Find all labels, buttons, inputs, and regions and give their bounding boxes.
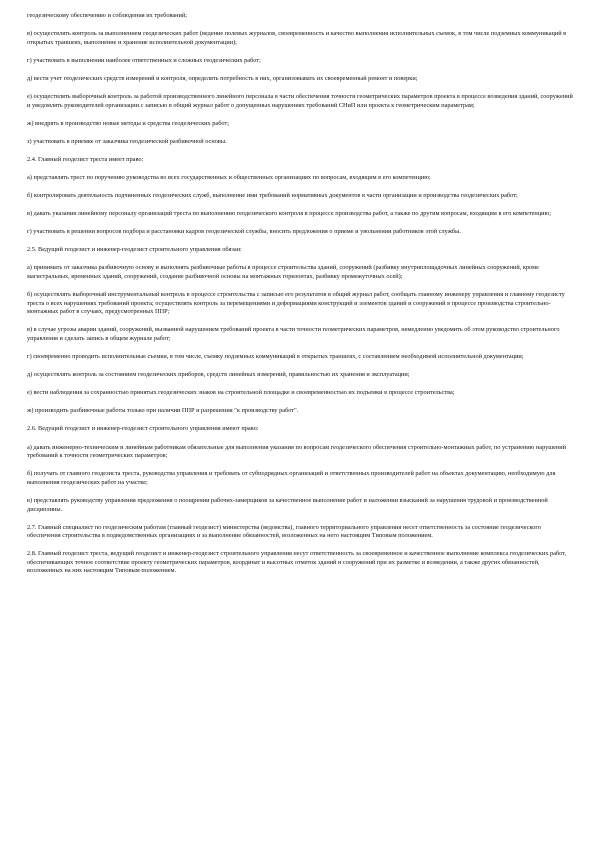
paragraph-item-e: е) осуществлять выборочный контроль за работой производственного линейного персонала в части обеспечения точности геометрических параметров проекта в процессе возведения зданий, сооружений и уведомлять руководителей организации с записью в общий журнал работ о допущенных нарушениях требований СНиП или проекта к геометрическим параметрам; [27,92,573,109]
paragraph-item-b: б) получать от главного геодезиста треста, руководства управления и требовать от субподрядных организаций и ответственных производителей работ на объектах документацию, необходимую для выполнения геодезических работ на участке; [27,470,556,486]
paragraph-item-v: в) представлять руководству управления предложения о поощрении рабочих-замерщиков за качественное выполнение работ и наложении взысканий за нарушения трудовой и производственной дисциплины. [27,496,548,513]
paragraph-item-g: г) участвовать в выполнении наиболее ответственных и сложных геодезических работ; [27,56,261,64]
paragraph-item-z: з) участвовать в приемке от заказчика геодезической разбивочной основы. [27,137,227,145]
paragraph-item-b: б) контролировать деятельность подчиненных геодезических служб, выполнение ими требований нормативных документов в части организации и производства геодезических работ; [27,192,518,200]
paragraph-item-a: а) принимать от заказчика разбивочную основу и выполнять разбивочные работы в процессе строительства зданий, сооружений (разбивку внутриплощадочных линейных сооружений, кроме магистральных, временных зданий, сооружений, создание разбивочной основы на монтажных горизонтах, разбивку промежуточных осей); [27,264,539,280]
section-2-7: 2.7. Главный специалист по геодезическим работам (главный геодезист) министерства (ведомства), главного территориального управления несет ответственность за состояние геодезического обеспечения строительства в подведомственных организациях и за выполнение обязанностей, возложенных на него настоящим Типовым положением. [27,523,541,540]
paragraph-item-e: е) вести наблюдения за сохранностью принятых геодезических знаков на строительной площадке и своевременностью их подъемки в процессе строительства; [27,389,455,397]
paragraph-item-a: а) давать инженерно-техническим и линейным работникам обязательные для выполнения указания по вопросам геодезического обеспечения строительно-монтажных работ, по устранению нарушений требований к точности геометрических параметров; [27,443,567,460]
paragraph-item-zh: ж) производить разбивочные работы только при наличии ППР и разрешения "к производству работ". [27,407,299,415]
paragraph-item-g: г) своевременно проводить исполнительные съемки, в том числе, съемку подземных коммуникаций в открытых траншеях, с составлением необходимой исполнительной документации; [27,353,524,361]
paragraph-item-v: в) в случае угрозы аварии зданий, сооружений, вызванной нарушением требований проекта в части точности геометрических параметров, немедленно уведомить об этом руководство строительного управления и сделать запись в общем журнале работ; [27,326,560,342]
paragraph-item-b: б) осуществлять выборочный инструментальный контроль в процессе строительства с записью его результатов в общий журнал работ, сообщать главному инженеру управления и главному геодезисту треста о всех нарушениях требований проекта; осуществлять контроль за перемещениями и деформациями конструкций и элементов зданий и сооружений в процессе производства строительно-монтажных работ в случаях, предусмотренных ППР; [27,291,565,316]
paragraph-item-d: д) вести учет геодезических средств измерений и контроля, определять потребность в них, организовывать их своевременный ремонт и поверки; [27,74,418,82]
section-2-8: 2.8. Главный геодезист треста, ведущий геодезист и инженер-геодезист строительного управления несут ответственность за своевременное и качественное выполнение комплекса геодезических работ, обеспечивающих точное соответствие проекту геометрических параметров, координат и высотных отметок зданий и сооружений при их разметке и возведении, а также других обязанностей, возложенных на них настоящим Типовым положением. [27,550,567,575]
paragraph-item-d: д) осуществлять контроль за состоянием геодезических приборов, средств линейных измерений, правильностью их хранения и эксплуатации; [27,371,410,379]
paragraph-continuation: геодезическому обеспечению и соблюдения их требований; [27,12,188,19]
section-heading-2-6: 2.6. Ведущий геодезист и инженер-геодезист строительного управления имеют право: [27,425,259,433]
paragraph-item-g: г) участвовать в решении вопросов подбора и расстановки кадров геодезической службы, вносить предложения о приеме и увольнении работников этой службы. [27,228,461,236]
paragraph-item-v: в) осуществлять контроль за выполнением геодезических работ (ведение полевых журналов, своевременность и качество выполнения исполнительных съемок, в том числе подземных коммуникаций в открытых траншеях, выполнение и хранение исполнительной документации); [27,30,567,46]
section-heading-2-4: 2.4. Главный геодезист треста имеет право: [27,155,144,163]
section-heading-2-5: 2.5. Ведущий геодезист и инженер-геодезист строительного управления обязан: [27,246,242,254]
paragraph-item-v: в) давать указания линейному персоналу организаций треста по выполнению геодезического контроля в процессе производства работ, а также по другим вопросам, входящим в его компетенцию; [27,210,551,218]
paragraph-item-zh: ж) внедрять в производство новые методы и средства геодезических работ; [27,119,229,127]
paragraph-item-a: а) представлять трест по поручению руководства во всех государственных и общественных организациях по вопросам, входящим в его компетенцию; [27,173,431,181]
